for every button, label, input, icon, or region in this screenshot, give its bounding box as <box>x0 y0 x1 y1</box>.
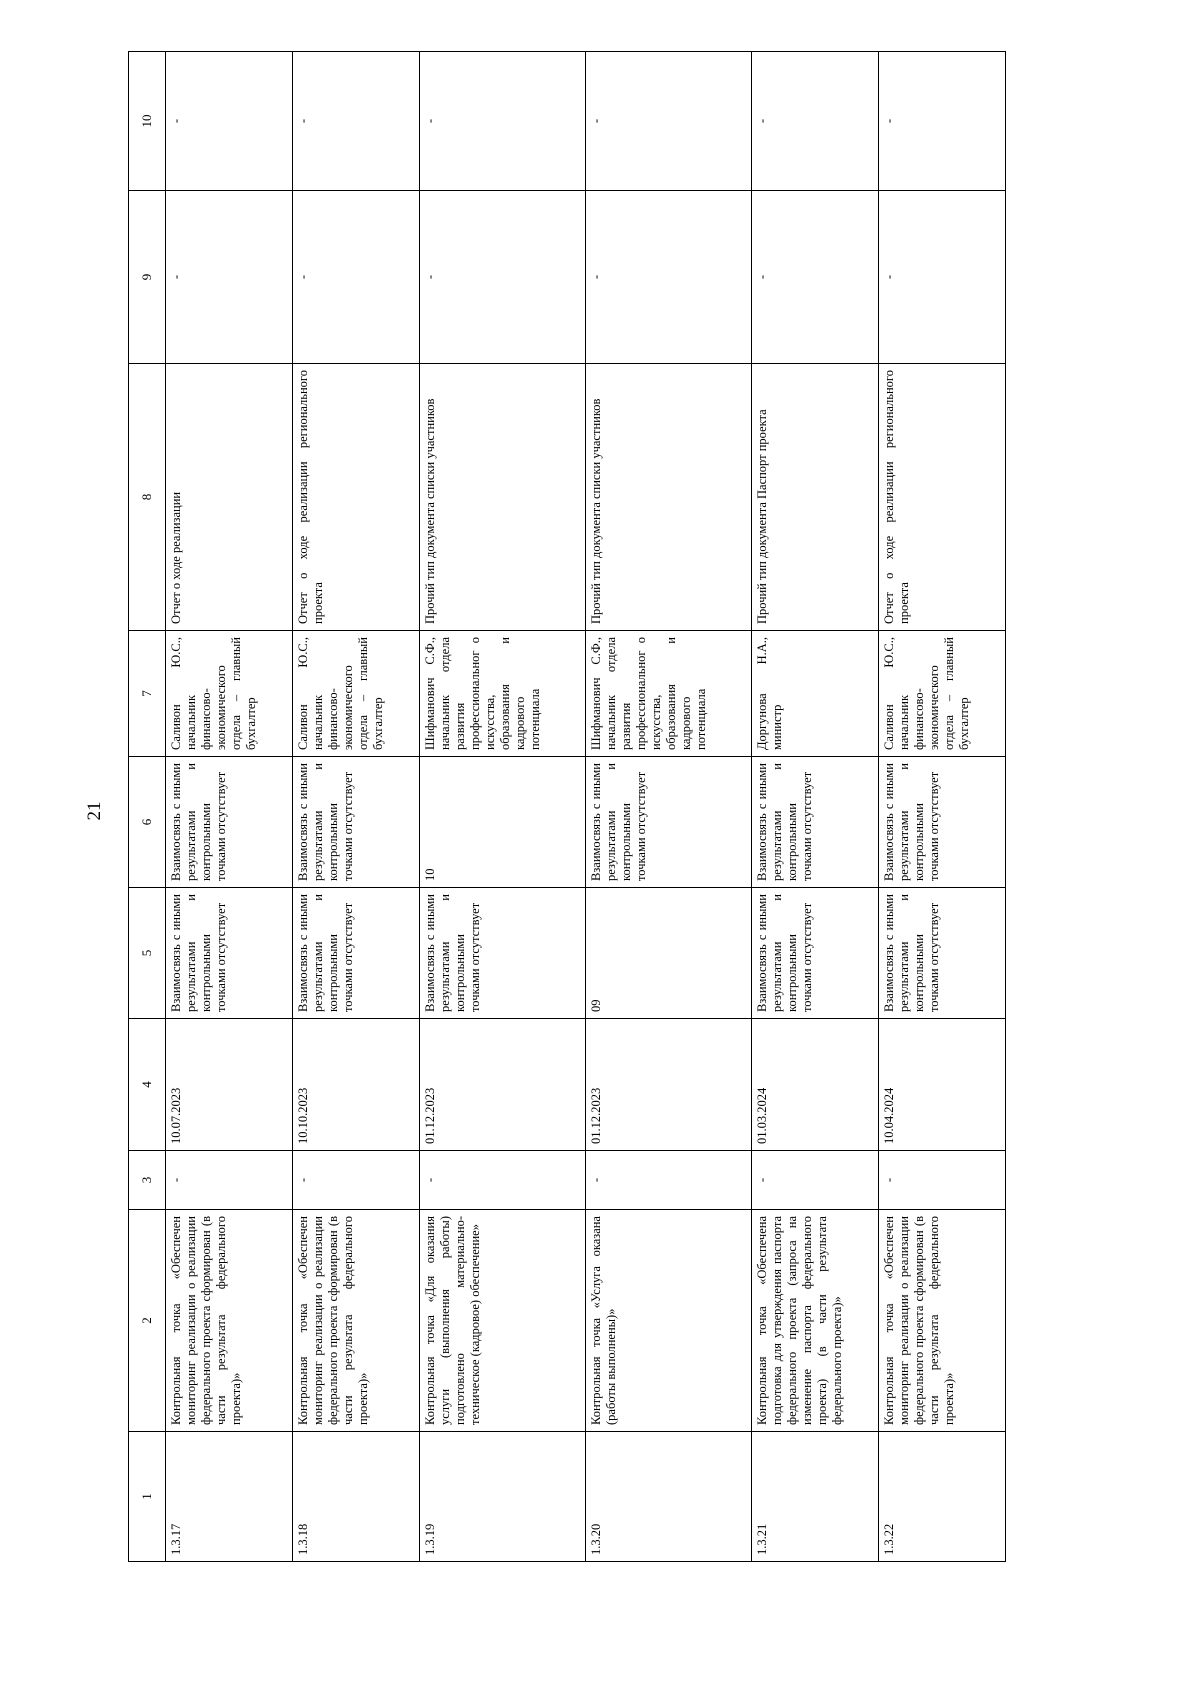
column-3-cell: - <box>292 1151 419 1210</box>
table-row <box>166 52 293 1562</box>
document-type-cell: Отчет о ходе реализации регионального проекта <box>292 364 419 631</box>
row-number-cell: 1.3.20 <box>585 1432 751 1562</box>
responsible-cell: Саливон Ю.С., начальник финансово-экономического отдела – главный бухгалтер <box>879 631 1006 757</box>
column-6-cell: Взаимосвязь с иными результатами и контрольными точками отсутствует <box>585 757 751 888</box>
date-cell: 10.07.2023 <box>166 1019 293 1151</box>
table-row <box>419 52 585 1562</box>
column-10-cell: - <box>752 52 879 191</box>
table-row <box>292 52 419 1562</box>
date-cell: 01.03.2024 <box>752 1019 879 1151</box>
column-3-cell: - <box>752 1151 879 1210</box>
document-type-cell: Прочий тип документа списки участников <box>585 364 751 631</box>
control-point-name-cell: Контрольная точка «Обеспечен мониторинг реализации о реализации федерального проекта сформирован (в части результата федерального проекта)» <box>879 1210 1006 1432</box>
responsible-cell: Доргунова Н.А., министр <box>752 631 879 757</box>
column-header: 8 <box>129 364 166 631</box>
column-5-cell: Взаимосвязь с иными результатами и контрольными точками отсутствует <box>166 888 293 1019</box>
column-header: 5 <box>129 888 166 1019</box>
column-header: 1 <box>129 1432 166 1562</box>
column-header: 6 <box>129 757 166 888</box>
document-type-cell: Отчет о ходе реализации <box>166 364 293 631</box>
row-number-cell: 1.3.18 <box>292 1432 419 1562</box>
date-cell: 10.10.2023 <box>292 1019 419 1151</box>
column-header: 3 <box>129 1151 166 1210</box>
date-cell: 10.04.2024 <box>879 1019 1006 1151</box>
rotated-table-sheet <box>128 52 1006 1562</box>
column-10-cell: - <box>292 52 419 191</box>
column-10-cell: - <box>166 52 293 191</box>
column-header: 7 <box>129 631 166 757</box>
header-row <box>129 52 166 1562</box>
date-cell: 01.12.2023 <box>585 1019 751 1151</box>
column-3-cell: - <box>879 1151 1006 1210</box>
control-point-name-cell: Контрольная точка «Обеспечен мониторинг реализации о реализации федерального проекта сформирован (в части результата федерального проекта)» <box>292 1210 419 1432</box>
control-point-name-cell: Контрольная точка «Обеспечена подготовка для утверждения паспорта федерального проекта (запроса на изменение паспорта федерального проекта) (в части результата федерального проекта)» <box>752 1210 879 1432</box>
column-6-cell: Взаимосвязь с иными результатами и контрольными точками отсутствует <box>879 757 1006 888</box>
row-number-cell: 1.3.21 <box>752 1432 879 1562</box>
responsible-cell: Саливон Ю.С., начальник финансово-экономического отдела – главный бухгалтер <box>292 631 419 757</box>
column-9-cell: - <box>879 191 1006 364</box>
column-3-cell: - <box>166 1151 293 1210</box>
column-header: 4 <box>129 1019 166 1151</box>
column-9-cell: - <box>166 191 293 364</box>
column-10-cell: - <box>879 52 1006 191</box>
row-number-cell: 1.3.19 <box>419 1432 585 1562</box>
row-number-cell: 1.3.17 <box>166 1432 293 1562</box>
control-point-name-cell: Контрольная точка «Услуга оказана (работы выполнены)» <box>585 1210 751 1432</box>
document-type-cell: Прочий тип документа Паспорт проекта <box>752 364 879 631</box>
responsible-cell: Шифманович С.Ф., начальник отдела развития профессиональног о искусства, образования и кадрового потенциала <box>419 631 585 757</box>
responsible-cell: Шифманович С.Ф., начальник отдела развития профессиональног о искусства, образования и кадрового потенциала <box>585 631 751 757</box>
table-row <box>752 52 879 1562</box>
document-type-cell: Отчет о ходе реализации регионального проекта <box>879 364 1006 631</box>
column-6-cell: Взаимосвязь с иными результатами и контрольными точками отсутствует <box>752 757 879 888</box>
column-9-cell: - <box>292 191 419 364</box>
page-number: 21 <box>84 801 105 821</box>
column-9-cell: - <box>419 191 585 364</box>
column-3-cell: - <box>419 1151 585 1210</box>
control-point-name-cell: Контрольная точка «Для оказания услуги (выполнения работы) подготовлено материально-техническое (кадровое) обеспечение» <box>419 1210 585 1432</box>
column-9-cell: - <box>752 191 879 364</box>
column-6-cell: 10 <box>419 757 585 888</box>
column-5-cell: Взаимосвязь с иными результатами и контрольными точками отсутствует <box>292 888 419 1019</box>
column-10-cell: - <box>585 52 751 191</box>
column-10-cell: - <box>419 52 585 191</box>
column-6-cell: Взаимосвязь с иными результатами и контрольными точками отсутствует <box>292 757 419 888</box>
column-5-cell: 09 <box>585 888 751 1019</box>
control-points-table <box>128 51 1006 1562</box>
document-type-cell: Прочий тип документа списки участников <box>419 364 585 631</box>
column-5-cell: Взаимосвязь с иными результатами и контрольными точками отсутствует <box>879 888 1006 1019</box>
responsible-cell: Саливон Ю.С., начальник финансово-экономического отдела – главный бухгалтер <box>166 631 293 757</box>
row-number-cell: 1.3.22 <box>879 1432 1006 1562</box>
column-header: 9 <box>129 191 166 364</box>
table-row <box>585 52 751 1562</box>
table-row <box>879 52 1006 1562</box>
column-header: 2 <box>129 1210 166 1432</box>
column-5-cell: Взаимосвязь с иными результатами и контрольными точками отсутствует <box>419 888 585 1019</box>
column-5-cell: Взаимосвязь с иными результатами и контрольными точками отсутствует <box>752 888 879 1019</box>
control-point-name-cell: Контрольная точка «Обеспечен мониторинг реализации о реализации федерального проекта сформирован (в части результата федерального проекта)» <box>166 1210 293 1432</box>
column-header: 10 <box>129 52 166 191</box>
column-9-cell: - <box>585 191 751 364</box>
column-6-cell: Взаимосвязь с иными результатами и контрольными точками отсутствует <box>166 757 293 888</box>
date-cell: 01.12.2023 <box>419 1019 585 1151</box>
column-3-cell: - <box>585 1151 751 1210</box>
